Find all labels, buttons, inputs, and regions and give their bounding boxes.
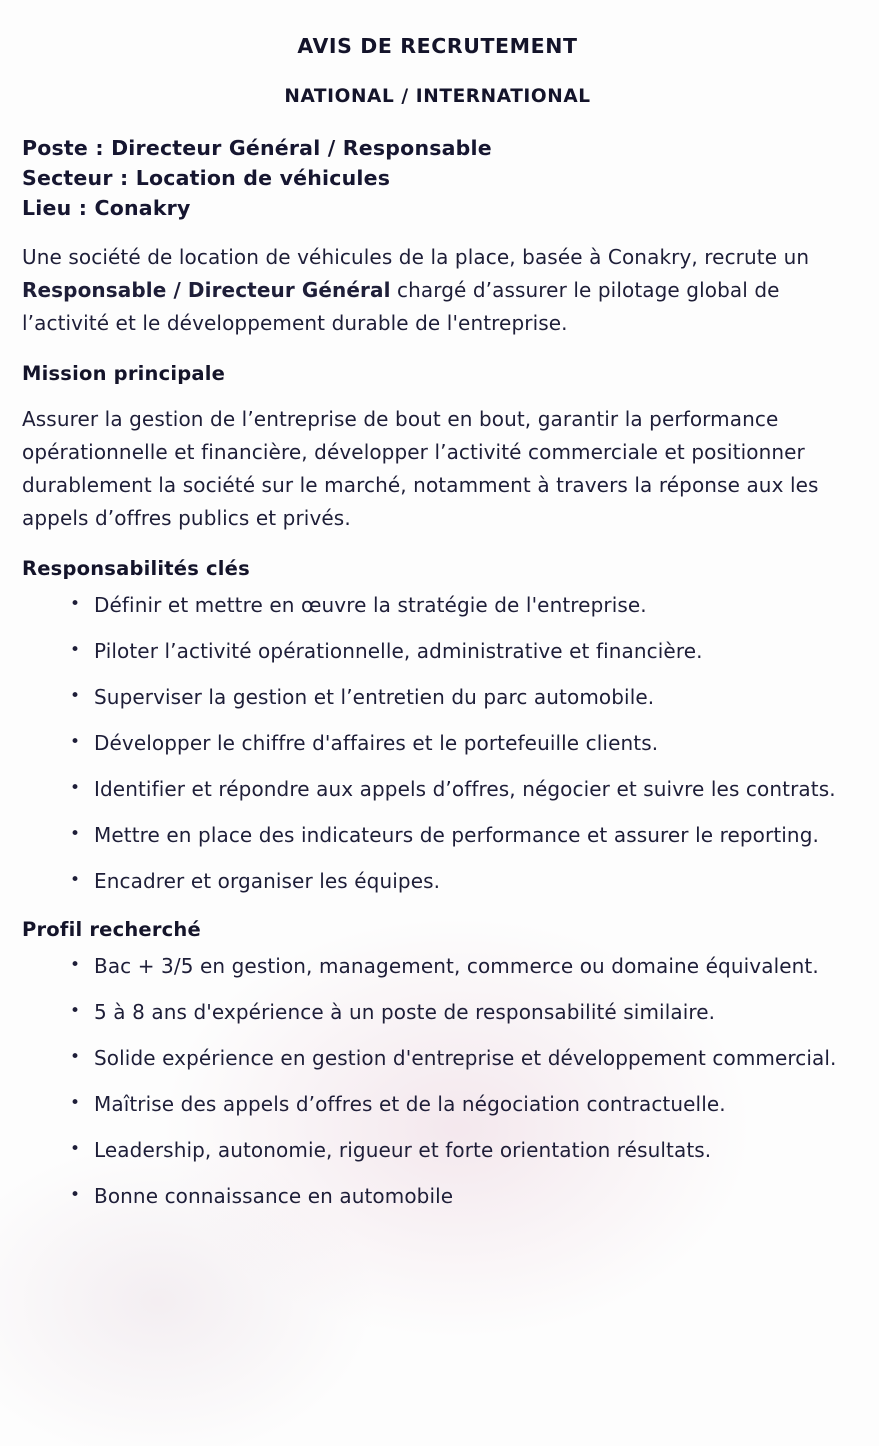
list-item: • Développer le chiffre d'affaires et le portefeuille clients. (70, 728, 853, 758)
heading-responsabilites: Responsabilités clés (22, 557, 250, 580)
meta-poste: Poste : Directeur Général / Responsable (22, 136, 492, 160)
page-subtitle: NATIONAL / INTERNATIONAL (284, 86, 591, 107)
list-item: • Superviser la gestion et l’entretien du parc automobile. (70, 682, 853, 712)
job-meta-block (22, 133, 853, 223)
meta-secteur: Secteur : Location de véhicules (22, 166, 391, 190)
intro-part2: chargé d’assurer le pilotage global de l’activité et le développement durable de l'entreprise. (22, 278, 780, 335)
profil-list (22, 951, 853, 1211)
page-title: AVIS DE RECRUTEMENT (297, 34, 578, 58)
intro-paragraph (22, 241, 853, 340)
list-item: • Bac + 3/5 en gestion, management, commerce ou domaine équivalent. (70, 951, 853, 981)
intro-part1: Une société de location de véhicules de la place, basée à Conakry, recrute un (22, 245, 810, 269)
list-item: • 5 à 8 ans d'expérience à un poste de responsabilité similaire. (70, 997, 853, 1027)
list-item: • Identifier et répondre aux appels d’offres, négocier et suivre les contrats. (70, 774, 853, 804)
list-item: • Solide expérience en gestion d'entreprise et développement commercial. (70, 1043, 853, 1073)
mission-paragraph: Assurer la gestion de l’entreprise de bout en bout, garantir la performance opérationnelle et financière, développer l’activité commerciale et positionner durablement la société sur le marché, notamment à travers la réponse aux les appels d’offres publics et privés. (22, 407, 819, 530)
list-item: • Définir et mettre en œuvre la stratégie de l'entreprise. (70, 590, 853, 620)
intro-bold: Responsable / Directeur Général (22, 278, 391, 302)
heading-profil: Profil recherché (22, 918, 201, 941)
list-item: • Bonne connaissance en automobile (70, 1181, 853, 1211)
heading-mission: Mission principale (22, 362, 226, 385)
meta-lieu: Lieu : Conakry (22, 196, 191, 220)
list-item: • Leadership, autonomie, rigueur et forte orientation résultats. (70, 1135, 853, 1165)
title-block (22, 34, 853, 107)
list-item: • Piloter l’activité opérationnelle, administrative et financière. (70, 636, 853, 666)
list-item: • Encadrer et organiser les équipes. (70, 866, 853, 896)
list-item: • Maîtrise des appels d’offres et de la négociation contractuelle. (70, 1089, 853, 1119)
list-item: • Mettre en place des indicateurs de performance et assurer le reporting. (70, 820, 853, 850)
responsabilites-list (22, 590, 853, 896)
